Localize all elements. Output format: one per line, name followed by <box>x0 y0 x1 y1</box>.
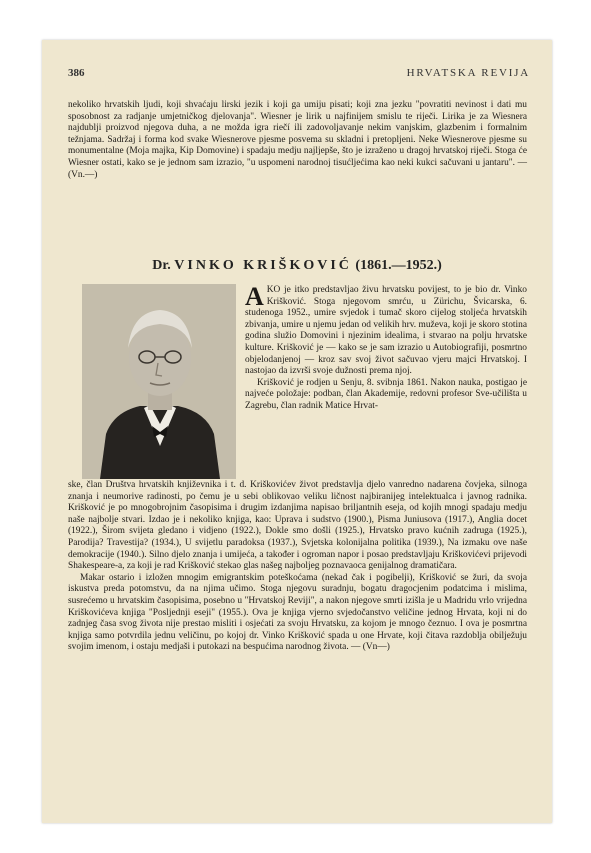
article-title <box>42 258 552 274</box>
running-header: HRVATSKA REVIJA <box>406 67 530 79</box>
legacy-paragraph: Makar ostario i izložen mnogim emigrantskim poteškoćama (nekad čak i pogibelji), Krišković se žuri, da svoja iskustva preda potomstvu, da na njima učimo. Stoga njegovu suradnju, bogatu dragocjenim podatcima i mislima, susrećemo u hrvatskim časopisima, posebno u "Hrvatskoj Reviji", a nakon njegove smrti izišla je u Madridu vrlo vrijedna Kriškovićeva knjiga "Posljednji eseji" (1955.). Ova je knjiga vjerno svjedočanstvo veličine jednog Hrvata, koji ni do zadnjeg časa svog života nije prestao misliti i osjećati za svoju Hrvatsku, za kojom je mnogo čeznuo. I ova je posmrtna knjiga samo potvrdila jednu veličinu, po kojoj dr. Vinko Krišković spada u one Hrvate, koji čitava razdoblja obilježuju svojim imenom, i ostaju medjaši i putokazi na bespućima narodnog života. — (Vn—) <box>68 572 527 653</box>
title-years: (1861.—1952.) <box>355 258 442 273</box>
portrait-photo <box>82 284 236 479</box>
title-name: VINKO KRIŠKOVIĆ <box>174 258 352 273</box>
article-body <box>68 480 527 654</box>
page-number: 386 <box>68 67 85 79</box>
article-column <box>245 282 527 413</box>
previous-article-ending <box>68 100 527 181</box>
drop-cap: A <box>245 282 264 311</box>
biography-paragraph: Krišković je rodjen u Senju, 8. svibnja 1861. Nakon nauka, postigao je najveće položaje: podban, član Akademije, redovni profesor Sve-učilišta u Zagrebu, član radnik Matice Hrvat- <box>245 377 527 411</box>
title-prefix: Dr. <box>152 258 171 273</box>
article-intro-paragraph <box>245 282 527 378</box>
previous-article-paragraph: nekoliko hrvatskih ljudi, koji shvaćaju lirski jezik i koji ga umiju pisati; koji zna jezku "povratiti nevinost i dati mu sposobnost za radjanje umjetničkog djelovanja". Wiesner je lirik u najfinijem smislu te riječi. Lirika je za Wiesnera najdublji proizvod njegova duha, a ne možda igra riečí ili zadovoljavanje nekim vanjskim, glazbenim i formalnim težnjama. Sadržaj i forma kod svake Wiesnerove pjesme posvema su skladni i pretopljeni. Neke Wiesnerove pjesme su monumentalne (Moja majka, Kip Domovine) i spadaju medju najljepše, što je izraženo u dragoj hrvatskoj riječi. Stoga će Wiesner ostati, kako se je jednom sam izrazio, "u uspomeni narodnoj tisućljećima kao neki kukci sačuvani u jantaru". — (Vn.—) <box>68 100 527 180</box>
intro-text: KO je itko predstavljao živu hrvatsku povijest, to je bio dr. Vinko Krišković. Stoga njegovom smrću, u Zürichu, Švicarska, 6. studenoga 1952., umire svjedok i tumač skoro cijelog stoljeća hrvatskih zbivanja, umire u njemu jedan od velikih hrv. muževa, koji je skoro stotina godina služio Domovini i njezinim idealima, i stvarao na polju hrvatske kulture. Krišković je — kako se je sam izrazio u Autobiografiji, posmrtno objelodanjenoj — kroz sav svoj život sačuvao vjeru majci Hrvatskoj. I nastojao da izvrši svoje dužnosti prema njoj. <box>245 285 527 377</box>
book-page <box>42 40 552 823</box>
works-paragraph: ske, član Društva hrvatskih književnika i t. d. Kriškovićev život predstavlja djelo vanredno nadarena čovjeka, silnoga znanja i neumorive radinosti, po čemu je u sebi oblikovao veliku ličnost najbiranijeg intelektualca i javnog radnika. Krišković je po mnogobrojnim časopisima i drugim izdanjima napisao briljantnih eseja, od kojih mnogi spadaju medju naše najbolje stvari. Izdao je i nekoliko knjiga, kao: Uprava i sudstvo (1900.), Pisma Juniusova (1917.), Anglia docet (1922.), Širom svijeta gledano i vidjeno (1922.), Dokle smo došli (1925.), Hrvatsko pravo kućnih zadruga (1925.), Parodija? Travestija? (1934.), U svijetlu paradoksa (1937.), Svjetska kolonijalna politika (1939.), Na izmaku ove naše demokracije (1940.). Silno djelo znanja i umijeća, a također i ogroman napor i posao predstavljaju Kriškovićevi prijevodi Shakespeare-a, za koji je rad Krišković stekao glas našeg najboljeg poznavaoca genijalnog dramatičara. <box>68 480 527 572</box>
